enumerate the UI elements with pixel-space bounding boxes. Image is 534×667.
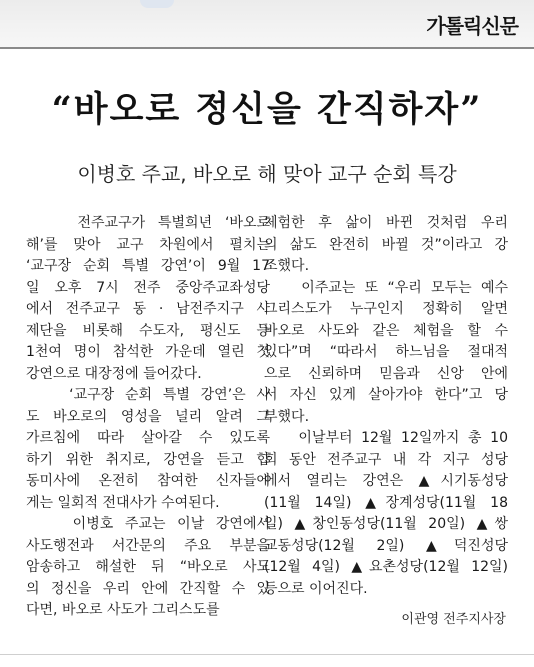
text-line: 교동성당(12월 2일) ▲덕진성당 — [264, 537, 508, 554]
byline: 이관영 전주지사장 — [401, 612, 506, 627]
text-line: 사도행전과 서간문의 주요 부분을 — [26, 537, 270, 554]
text-line: 체험한 후 삶이 바뀐 것처럼 우리 — [264, 215, 508, 231]
text-line: 이주교는 또 “우리 모두는 예수 — [264, 279, 508, 296]
text-line: 전주교구가 특별희년 ‘바오로 — [26, 215, 270, 231]
text-line: 바오로 사도와 같은 체험을 할 수 — [264, 322, 508, 339]
text-line: 부했다. — [264, 408, 310, 425]
text-line: 다면, 바오로 사도가 그리스도를 — [26, 602, 220, 618]
text-line: 도 바오로의 영성을 널리 알려 그 — [26, 408, 270, 425]
subheadline: 이병호 주교, 바오로 해 맞아 교구 순회 특강 — [77, 162, 457, 186]
text-line: 이날부터 12월 12일까지 총 10 — [264, 430, 508, 446]
text-line: 에서 열리는 강연은 ▲시기동성당 — [264, 473, 508, 489]
text-line: (12월 4일) ▲요촌성당(12월 12일) — [264, 559, 508, 575]
footer-rule — [0, 654, 534, 655]
text-line: 가르침에 따라 살아갈 수 있도록 — [26, 430, 270, 446]
text-line: 동미사에 온전히 참여한 신자들에 — [26, 473, 270, 489]
text-line: 등으로 이어진다. — [264, 580, 368, 597]
text-line: 일 오후 7시 전주 중앙주교좌성당 — [26, 279, 270, 296]
text-line: ‘교구장 순회 특별 강연’은 사 — [26, 387, 270, 403]
text-line: 암송하고 해설한 뒤 “바오로 사도 — [26, 559, 270, 575]
text-line: 이병호 주교는 이날 강연에서 — [26, 516, 270, 532]
text-line: 서 자신 있게 살아가야 한다”고 당 — [264, 387, 508, 403]
text-line: 조했다. — [264, 258, 310, 274]
text-line: 의 삶도 완전히 바뀔 것”이라고 강 — [264, 236, 508, 253]
article-column-left — [26, 213, 270, 622]
text-line: 있다”며 “따라서 하느님을 절대적 — [264, 344, 508, 360]
text-line: 회 동안 전주교구 내 각 지구 성당 — [264, 451, 508, 468]
article-column-right — [264, 213, 508, 600]
text-line: ‘교구장 순회 특별 강연’이 9월 17 — [26, 258, 270, 274]
text-line: 제단을 비롯해 수도자, 평신도 등 — [26, 322, 270, 339]
text-line: 으로 신뢰하며 믿음과 신앙 안에 — [264, 365, 508, 382]
publisher-name: 가톨릭신문 — [426, 14, 518, 38]
text-line: (11월 14일) ▲장계성당(11월 18 — [264, 494, 508, 511]
text-line: 그리스도가 누구인지 정확히 알면 — [264, 301, 508, 317]
text-line: 1천여 명이 참석한 가운데 열린 첫 — [26, 344, 270, 360]
text-line: 의 정신을 우리 안에 간직할 수 있 — [26, 580, 270, 597]
text-line: 하기 위한 취지로, 강연을 듣고 합 — [26, 451, 270, 468]
text-line: 강연으로 대장정에 들어갔다. — [26, 365, 202, 382]
header-tab-mark — [140, 0, 174, 8]
text-line: 일) ▲창인동성당(11월 20일) ▲쌍 — [264, 516, 508, 532]
text-line: 게는 일회적 전대사가 수여된다. — [26, 494, 220, 511]
header-rule — [0, 47, 534, 49]
text-line: 에서 전주교구 동 · 남전주지구 사 — [26, 301, 270, 317]
headline: “바오로 정신을 간직하자” — [51, 89, 483, 130]
text-line: 해’를 맞아 교구 차원에서 펼치는 — [26, 236, 270, 253]
